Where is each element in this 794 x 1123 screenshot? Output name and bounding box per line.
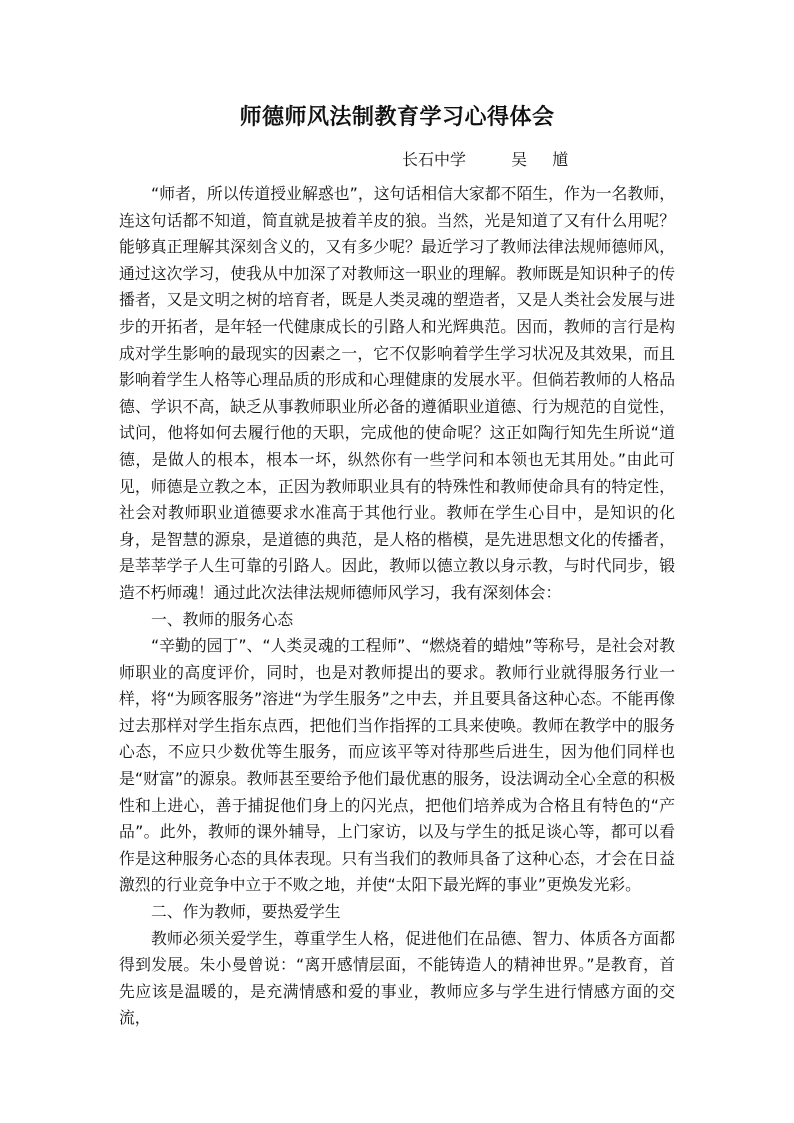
- paragraph-love-students: 教师必须关爱学生，尊重学生人格，促进他们在品德、智力、体质各方面都得到发展。朱小曼曾说：“离开感情层面，不能铸造人的精神世界。”是教育，首先应该是温暖的，是充满情感和爱的事业，教师应多与学生进行情感方面的交流，: [119, 928, 675, 1028]
- author-name: 吴 馗: [511, 150, 579, 169]
- document-body: [119, 181, 675, 1032]
- author-school: 长石中学: [402, 150, 467, 169]
- section-heading-service-mindset: 一、教师的服务心态: [151, 609, 294, 629]
- author-line: [402, 149, 578, 171]
- paragraph-service-mindset: “辛勤的园丁”、“人类灵魂的工程师”、“燃烧着的蜡烛”等称号，是社会对教师职业的高度评价，同时，也是对教师提出的要求。教师行业就得服务行业一样，将“为顾客服务”溶进“为学生服务”之中去，并且要具备这种心态。不能再像过去那样对学生指东点西，把他们当作指挥的工具来使唤。教师在教学中的服务心态，不应只少数优等生服务，而应该平等对待那些后进生，因为他们同样也是“财富”的源泉。教师甚至要给予他们最优惠的服务，设法调动全心全意的积极性和上进心，善于捕捉他们身上的闪光点，把他们培养成为合格且有特色的“产品”。此外，教师的课外辅导，上门家访，以及与学生的抵足谈心等，都可以看作是这种服务心态的具体表现。只有当我们的教师具备了这种心态，才会在日益激烈的行业竞争中立于不败之地，并使“太阳下最光辉的事业”更焕发光彩。: [119, 636, 675, 895]
- document-title: 师德师风法制教育学习心得体会: [239, 105, 555, 130]
- paragraph-intro: “师者，所以传道授业解惑也”，这句话相信大家都不陌生，作为一名教师，连这句话都不知道，简直就是披着羊皮的狼。当然，光是知道了又有什么用呢？能够真正理解其深刻含义的，又有多少呢？最近学习了教师法律法规师德师风，通过这次学习，使我从中加深了对教师这一职业的理解。教师既是知识种子的传播者，又是文明之树的培育者，既是人类灵魂的塑造者，又是人类社会发展与进步的开拓者，是年轻一代健康成长的引路人和光辉典范。因而，教师的言行是构成对学生影响的最现实的因素之一，它不仅影响着学生学习状况及其效果，而且影响着学生人格等心理品质的形成和心理健康的发展水平。但倘若教师的人格品德、学识不高，缺乏从事教师职业所必备的遵循职业道德、行为规范的自觉性，试问，他将如何去履行他的天职，完成他的使命呢？这正如陶行知先生所说“道德，是做人的根本，根本一坏，纵然你有一些学问和本领也无其用处。”由此可见，师德是立教之本，正因为教师职业具有的特殊性和教师使命具有的特定性，社会对教师职业道德要求水准高于其他行业。教师在学生心目中，是知识的化身，是智慧的源泉，是道德的典范，是人格的楷模，是先进思想文化的传播者，是莘莘学子人生可靠的引路人。因此，教师以德立教以身示教，与时代同步，锻造不朽师魂！通过此次法律法规师德师风学习，我有深刻体会：: [119, 184, 675, 602]
- section-heading-love-students: 二、作为教师，要热爱学生: [151, 902, 341, 922]
